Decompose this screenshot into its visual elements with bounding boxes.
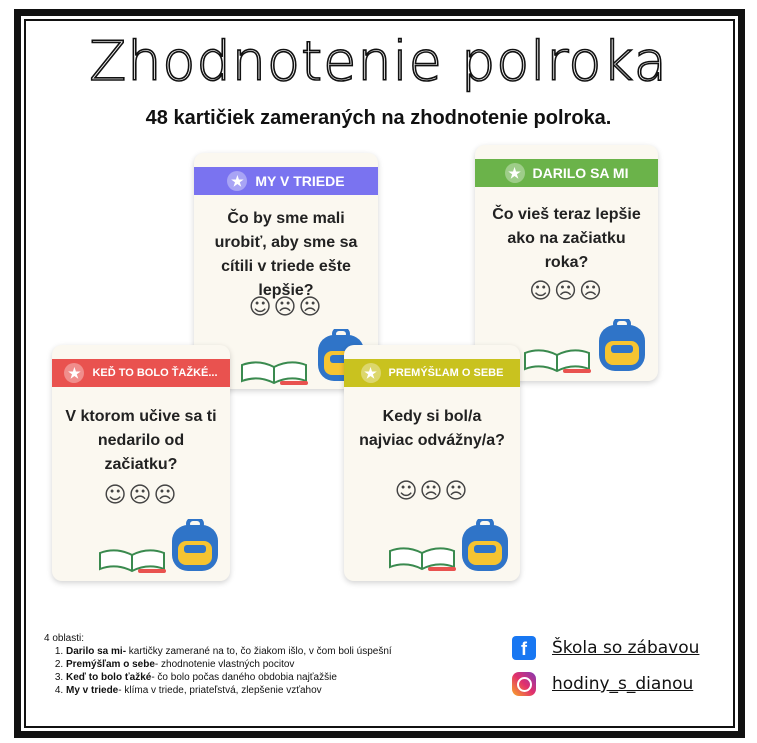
list-item bbox=[66, 658, 392, 671]
book-icon bbox=[523, 347, 593, 375]
backpack-icon bbox=[166, 519, 224, 575]
star-icon: ★ bbox=[505, 163, 525, 183]
areas-intro: 4 oblasti: bbox=[44, 633, 85, 644]
area-desc: kartičky zamerané na to, čo žiakom išlo, v čom boli úspešní bbox=[126, 646, 392, 657]
area-desc: - čo bolo počas daného obdobia najťažšie bbox=[151, 672, 337, 683]
sad-face-icon: ☹ bbox=[273, 295, 299, 320]
book-icon bbox=[388, 545, 458, 573]
star-icon: ★ bbox=[227, 171, 247, 191]
page-title: Zhodnotenie polroka bbox=[89, 30, 668, 93]
sad-face-icon: ☹ bbox=[554, 279, 579, 304]
smile-face-icon: ☺ bbox=[103, 483, 129, 508]
sad-face-icon: ☹ bbox=[128, 483, 154, 508]
smile-face-icon: ☺ bbox=[248, 295, 274, 320]
book-icon bbox=[240, 359, 310, 387]
areas-legend bbox=[44, 632, 392, 697]
area-name: Darilo sa mi- bbox=[66, 646, 127, 657]
faces-row bbox=[475, 279, 658, 304]
card-label: MY V TRIEDE bbox=[255, 173, 345, 189]
area-name: My v triede bbox=[66, 685, 119, 696]
areas-list bbox=[44, 645, 392, 697]
facebook-icon[interactable]: f bbox=[512, 636, 536, 660]
faces-row bbox=[194, 295, 378, 320]
area-desc: - zhodnotenie vlastných pocitov bbox=[154, 659, 295, 670]
smile-face-icon: ☺ bbox=[529, 279, 555, 304]
sad-face-icon: ☹ bbox=[298, 295, 324, 320]
list-item bbox=[66, 671, 392, 684]
instagram-icon[interactable] bbox=[512, 672, 536, 696]
smile-face-icon: ☺ bbox=[394, 479, 420, 504]
instagram-link-row[interactable] bbox=[512, 672, 693, 696]
backpack-icon bbox=[593, 319, 651, 375]
backpack-icon bbox=[456, 519, 514, 575]
faces-row bbox=[344, 479, 520, 504]
card-label: KEĎ TO BOLO ŤAŽKÉ... bbox=[92, 367, 218, 379]
area-name: Premýšľam o sebe bbox=[66, 659, 155, 670]
faces-row bbox=[52, 483, 230, 508]
sad-face-icon: ☹ bbox=[444, 479, 470, 504]
list-item bbox=[66, 684, 392, 697]
sad-face-icon: ☹ bbox=[578, 279, 604, 304]
card-ked-to-bolo-tazke bbox=[52, 345, 230, 581]
card-header bbox=[194, 167, 378, 195]
book-icon bbox=[98, 547, 168, 575]
instagram-link[interactable]: hodiny_s_dianou bbox=[552, 674, 694, 694]
page-subtitle: 48 kartičiek zameraných na zhodnotenie polroka. bbox=[145, 107, 612, 129]
facebook-link[interactable]: Škola so zábavou bbox=[552, 638, 700, 658]
area-desc: - klíma v triede, priateľstvá, zlepšenie vzťahov bbox=[118, 685, 322, 696]
card-question: Čo vieš teraz lepšie ako na začiatku roka? bbox=[492, 206, 641, 271]
card-premyslam-o-sebe bbox=[344, 345, 520, 581]
facebook-link-row[interactable] bbox=[512, 636, 699, 660]
area-name: Keď to bolo ťažké bbox=[66, 672, 152, 683]
card-question: Čo by sme mali urobiť, aby sme sa cítili v triede ešte lepšie? bbox=[214, 210, 358, 299]
list-item bbox=[66, 645, 392, 658]
card-question: Kedy si bol/a najviac odvážny/a? bbox=[359, 408, 505, 449]
sad-face-icon: ☹ bbox=[153, 483, 179, 508]
star-icon: ★ bbox=[361, 363, 381, 383]
card-header bbox=[344, 359, 520, 387]
card-question: V ktorom učive sa ti nedarilo od začiatku? bbox=[65, 408, 217, 473]
card-header bbox=[52, 359, 230, 387]
card-label: DARILO SA MI bbox=[532, 165, 629, 181]
sad-face-icon: ☹ bbox=[419, 479, 445, 504]
card-header bbox=[475, 159, 658, 187]
star-icon: ★ bbox=[64, 363, 84, 383]
card-label: PREMÝŠĽAM O SEBE bbox=[388, 367, 504, 379]
